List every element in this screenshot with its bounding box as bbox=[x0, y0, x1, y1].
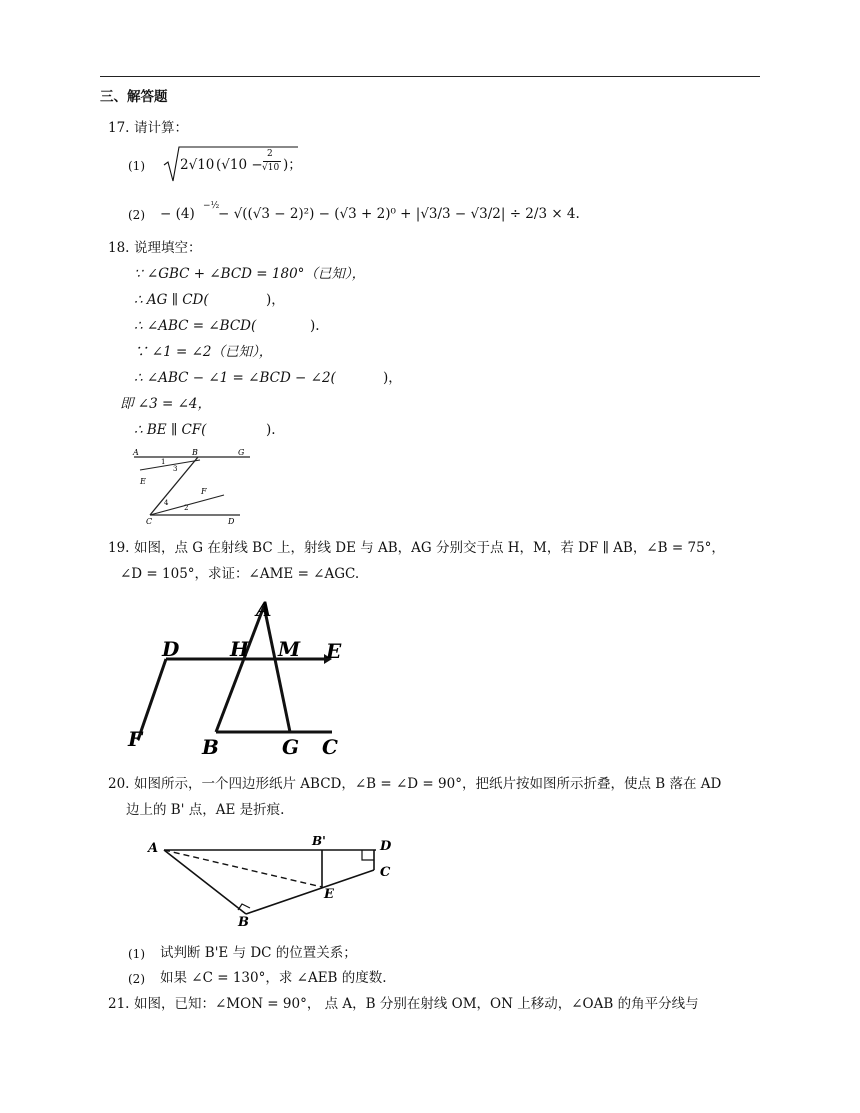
q17-expr2-b: − √((√3 − 2)²) − (√3 + 2)⁰ + |√3/3 − √3/2| ÷ 2/3 × 4. bbox=[218, 206, 580, 222]
q17-number: 17. bbox=[108, 120, 130, 136]
q19-number: 19. bbox=[108, 540, 130, 556]
q17-stem: 请计算： bbox=[134, 120, 188, 136]
q20-sub1-number: (1) bbox=[128, 947, 145, 961]
q18-number: 18. bbox=[108, 240, 130, 256]
section-title: 三、解答题 bbox=[100, 89, 168, 105]
q19-figure bbox=[126, 592, 350, 762]
q18-line-2: ∴ AG ∥ CD( bbox=[134, 292, 209, 308]
q19-fig-label-C: C bbox=[322, 735, 338, 759]
q19-fig-label-A: A bbox=[256, 597, 272, 621]
q18-fig-label-C: C bbox=[146, 517, 153, 526]
q18-fig-label-B: B bbox=[192, 448, 198, 457]
q19-fig-label-M: M bbox=[278, 637, 301, 661]
q17-expr1-c: )； bbox=[283, 157, 302, 173]
q17-part2-label: (2) bbox=[128, 208, 145, 222]
q18-line-7: ∴ BE ∥ CF( bbox=[134, 422, 207, 438]
q18-fig-label-4: 4 bbox=[164, 499, 169, 507]
q21-number: 21. bbox=[108, 996, 130, 1012]
q20-fig-label-E: E bbox=[324, 887, 334, 902]
q18-line-3: ∴ ∠ABC = ∠BCD( bbox=[134, 318, 257, 334]
q18-line-5-close: )， bbox=[383, 370, 402, 386]
q20-sub2-text: 如果 ∠C = 130°，求 ∠AEB 的度数. bbox=[160, 970, 387, 986]
q19-fig-label-F: F bbox=[128, 727, 143, 751]
q20-line-2: 边上的 B' 点，AE 是折痕. bbox=[126, 802, 285, 818]
q17-expr1-frac-num: 2 bbox=[267, 149, 273, 159]
q20-line-1: 如图所示，一个四边形纸片 ABCD，∠B = ∠D = 90°，把纸片按如图所示折叠，使点 B 落在 AD bbox=[134, 776, 722, 792]
q20-fig-label-Bprime: B' bbox=[312, 834, 326, 848]
q18-fig-label-E: E bbox=[140, 477, 146, 486]
q18-line-6: 即 ∠3 = ∠4， bbox=[120, 396, 211, 412]
q18-fig-label-1: 1 bbox=[161, 458, 166, 466]
q18-line-2-close: )， bbox=[266, 292, 285, 308]
q19-line-1: 如图，点 G 在射线 BC 上，射线 DE 与 AB，AG 分别交于点 H，M，若 DF ∥ AB，∠B = 75°， bbox=[134, 540, 725, 556]
q18-line-5: ∴ ∠ABC − ∠1 = ∠BCD − ∠2( bbox=[134, 370, 336, 386]
q19-fig-label-G: G bbox=[282, 735, 300, 759]
top-rule bbox=[100, 76, 760, 77]
q17-expr2-a: − (4) bbox=[160, 206, 195, 222]
q18-line-7-close: ). bbox=[266, 422, 276, 438]
q18-fig-label-2: 2 bbox=[184, 504, 189, 512]
q18-fig-label-A: A bbox=[133, 448, 139, 457]
q17-part1-label: (1) bbox=[128, 159, 145, 173]
q19-fig-label-D: D bbox=[162, 637, 180, 661]
q20-number: 20. bbox=[108, 776, 130, 792]
q19-fig-label-E: E bbox=[326, 639, 342, 663]
q20-sub1-text: 试判断 B'E 与 DC 的位置关系； bbox=[160, 945, 357, 961]
q18-stem: 说理填空： bbox=[134, 240, 202, 256]
q20-sub2-number: (2) bbox=[128, 972, 145, 986]
q18-line-4: ∵ ∠1 = ∠2（已知）， bbox=[134, 344, 273, 360]
q20-fig-label-A: A bbox=[148, 841, 159, 856]
q18-fig-label-F: F bbox=[201, 487, 207, 496]
q20-figure bbox=[140, 830, 410, 928]
q17-expr1-frac-bar bbox=[263, 161, 281, 162]
q18-figure bbox=[128, 448, 258, 528]
q20-fig-label-C: C bbox=[380, 865, 391, 880]
q19-fig-label-H: H bbox=[230, 637, 249, 661]
q17-expr1-a: 2√10 bbox=[180, 157, 215, 173]
q17-expr1-b: (√10 − bbox=[216, 157, 263, 173]
q18-line-3-close: ). bbox=[310, 318, 320, 334]
q20-fig-label-B: B bbox=[238, 915, 249, 928]
q19-fig-label-B: B bbox=[202, 735, 219, 759]
q20-fig-label-D: D bbox=[380, 839, 392, 854]
q18-line-1: ∵ ∠GBC + ∠BCD = 180°（已知）， bbox=[134, 266, 366, 282]
q18-fig-label-D: D bbox=[228, 517, 235, 526]
q18-fig-label-3: 3 bbox=[173, 465, 178, 473]
q17-expr1-frac-den: √10 bbox=[262, 163, 280, 173]
q19-line-2: ∠D = 105°，求证：∠AME = ∠AGC. bbox=[120, 566, 360, 582]
q17-expr2-exp: −½ bbox=[203, 201, 220, 211]
q21-line-1: 如图，已知：∠MON = 90°， 点 A，B 分别在射线 OM，ON 上移动，∠OAB 的角平分线与 bbox=[134, 996, 699, 1012]
q18-fig-label-G: G bbox=[238, 448, 245, 457]
